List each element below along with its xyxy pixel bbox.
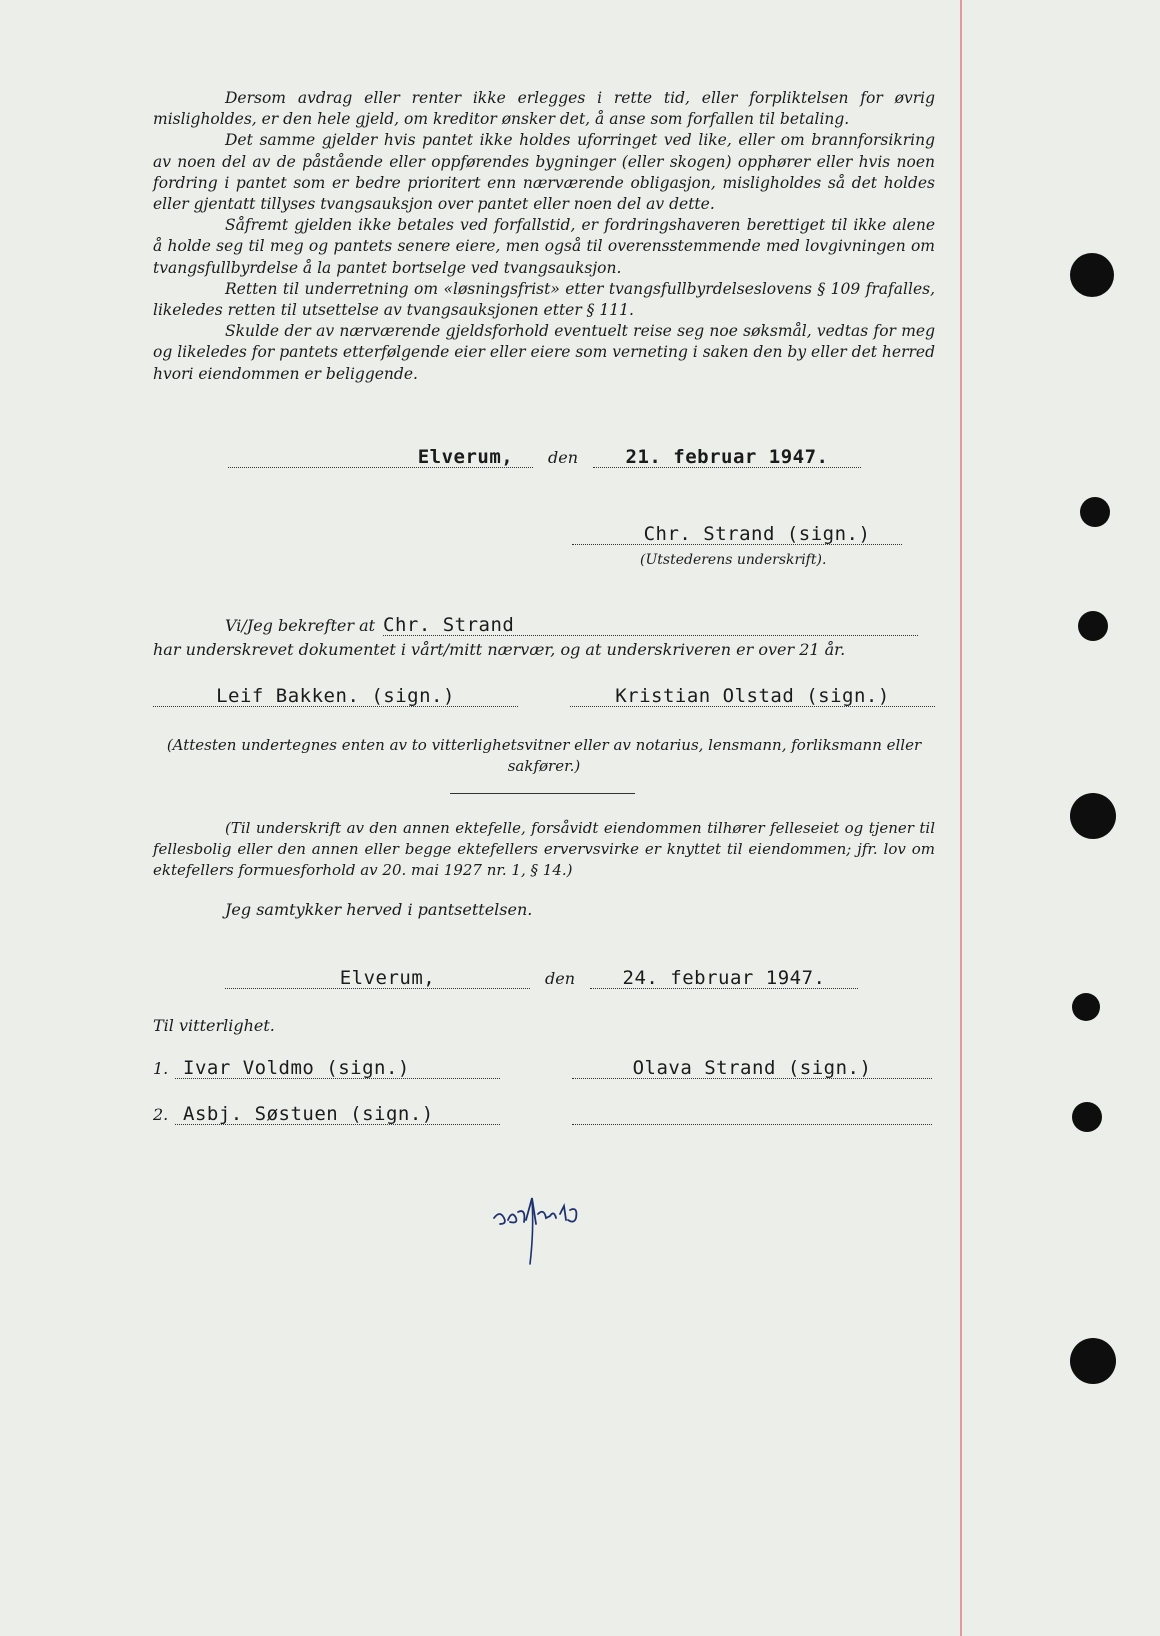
punch-hole bbox=[1078, 611, 1108, 641]
terms-paragraph: Skulde der av nærværende gjeldsforhold eventuelt reise seg noe søksmål, vedtas for meg og likeledes for pantets etterfølgende eier eller eiere som verneting i saken den by eller det herred hvori eiendommen er beliggende. bbox=[153, 322, 935, 383]
attestation-note: (Attesten undertegnes enten av to vitterlighetsvitner eller av notarius, lensmann, forliksmann eller sakfører.) bbox=[166, 736, 922, 775]
spouse-date: 24. februar 1947. bbox=[590, 968, 858, 989]
issuer-place: Elverum, bbox=[228, 447, 533, 468]
divider-rule bbox=[450, 793, 635, 794]
confirm-label: Vi/Jeg bekrefter at bbox=[225, 616, 376, 635]
witness-confirm-row bbox=[225, 615, 918, 636]
punch-hole bbox=[1072, 1102, 1102, 1132]
terms-paragraph: Det samme gjelder hvis pantet ikke holdes uforringet ved like, eller om brannforsikring av noen del av de påstående eller oppførendes bygninger (eller skogen) opphører eller hvis noen fordring i pantet som er bedre prioritert enn nærværende obligasjon, misligholdes så det holdes eller gjentatt tillyses tvangsauksjon over pantet eller noen del av dette. bbox=[153, 131, 935, 214]
spouse-signature-blank bbox=[572, 1104, 932, 1125]
spouse-note: (Til underskrift av den annen ektefelle, forsåvidt eiendommen tilhører felleseiet og tjener til fellesbolig eller den annen eller begge ektefellers ervervsvirke er knyttet til eiendommen; jfr. lov om ektefellers formuesforhold av 20. mai 1927 nr. 1, § 14.) bbox=[153, 819, 935, 879]
registry-initials-mark bbox=[490, 1190, 600, 1270]
spouse-consent: Jeg samtykker herved i pantsettelsen. bbox=[225, 900, 533, 919]
witness-signature-row bbox=[153, 686, 935, 707]
spouse-place-date bbox=[225, 968, 858, 989]
witness2-number: 2. bbox=[153, 1105, 169, 1124]
issuer-place-date bbox=[228, 447, 861, 468]
margin-line bbox=[960, 0, 962, 1636]
issuer-signature-caption: (Utstederens underskrift). bbox=[640, 552, 827, 568]
punch-hole bbox=[1080, 497, 1110, 527]
confirm-name: Chr. Strand bbox=[383, 615, 918, 636]
witness-statement: har underskrevet dokumentet i vårt/mitt nærvær, og at underskriveren er over 21 år. bbox=[153, 640, 846, 659]
witness2-signature: Kristian Olstad (sign.) bbox=[570, 686, 935, 707]
issuer-date: 21. februar 1947. bbox=[593, 447, 861, 468]
issuer-signature: Chr. Strand (sign.) bbox=[572, 524, 902, 545]
witness-heading: Til vitterlighet. bbox=[153, 1016, 275, 1035]
witness1-number: 1. bbox=[153, 1059, 169, 1078]
terms-paragraph: Såfremt gjelden ikke betales ved forfallstid, er fordringshaveren berettiget til ikke alene å holde seg til meg og pantets senere eiere, men også til overensstemmende med lovgivningen om tvangsfullbyrdelse å la pantet bortselge ved tvangsauksjon. bbox=[153, 216, 935, 277]
spouse-witness2: Asbj. Søstuen (sign.) bbox=[175, 1104, 500, 1125]
spouse-place: Elverum, bbox=[225, 968, 530, 989]
terms-paragraph: Retten til underretning om «løsningsfrist» etter tvangsfullbyrdelseslovens § 109 frafalles, likeledes retten til utsettelse av tvangsauksjonen etter § 111. bbox=[153, 279, 935, 320]
spouse-witness1-row bbox=[153, 1058, 932, 1079]
issuer-den-label: den bbox=[547, 448, 578, 467]
spouse-den-label: den bbox=[544, 969, 575, 988]
terms-paragraph: Dersom avdrag eller renter ikke erlegges i rette tid, eller forpliktelsen for øvrig misligholdes, er den hele gjeld, om kreditor ønsker det, å anse som forfallen til betaling. bbox=[153, 89, 935, 129]
punch-hole bbox=[1070, 793, 1116, 839]
witness1-signature: Leif Bakken. (sign.) bbox=[153, 686, 518, 707]
punch-hole bbox=[1070, 1338, 1116, 1384]
issuer-signature-row bbox=[572, 524, 902, 545]
terms-text bbox=[153, 88, 935, 385]
punch-hole bbox=[1072, 993, 1100, 1021]
punch-hole bbox=[1070, 253, 1114, 297]
spouse-signature: Olava Strand (sign.) bbox=[572, 1058, 932, 1079]
spouse-witness1: Ivar Voldmo (sign.) bbox=[175, 1058, 500, 1079]
spouse-witness2-row bbox=[153, 1104, 932, 1125]
